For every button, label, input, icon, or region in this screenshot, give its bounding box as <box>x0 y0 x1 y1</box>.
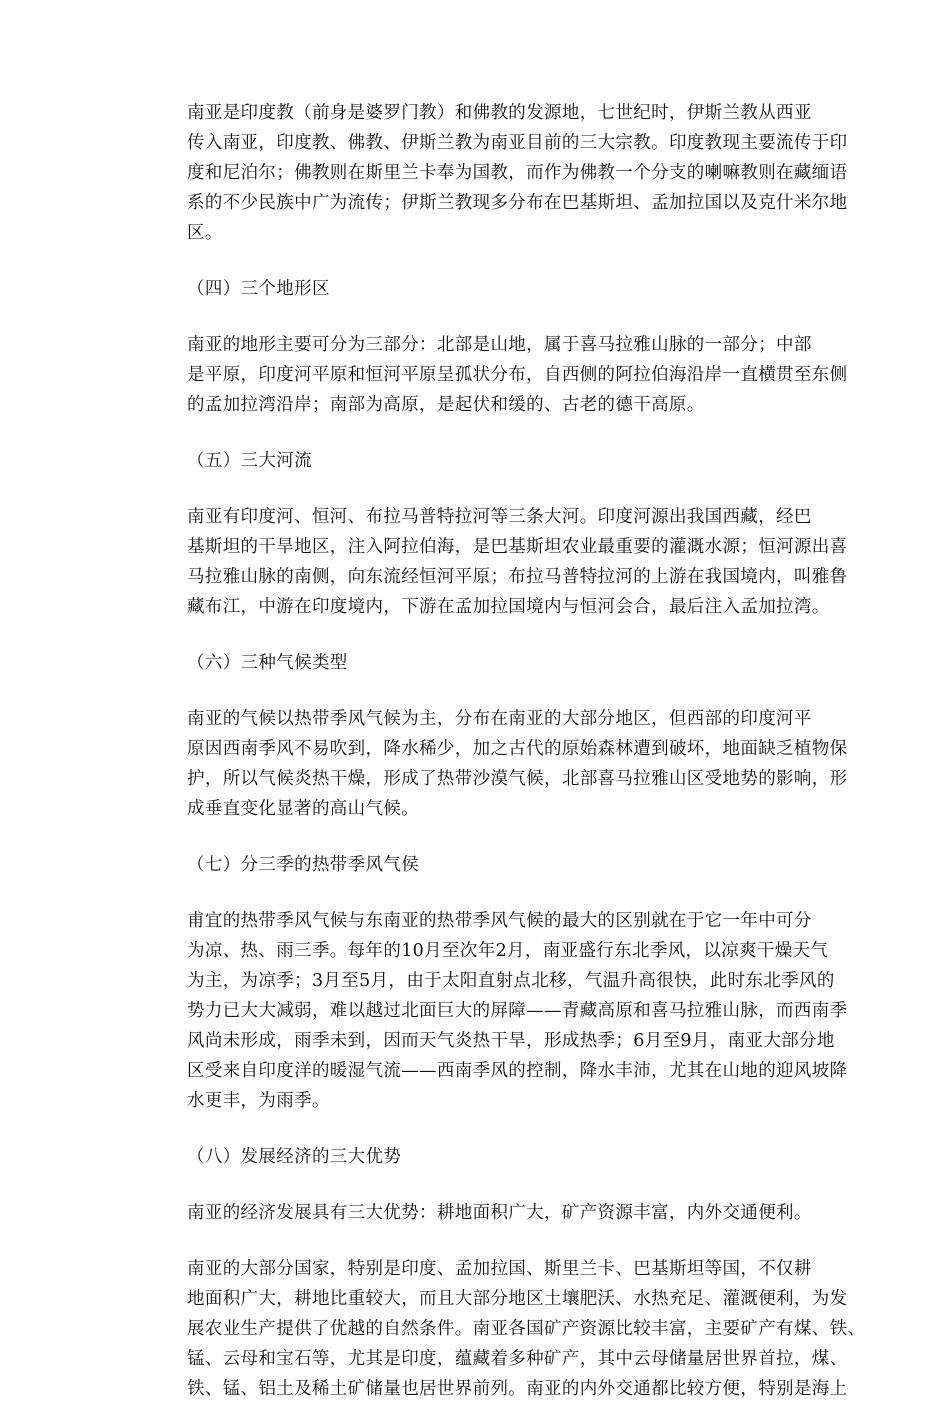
paragraph-line: 马拉雅山脉的南侧，向东流经恒河平原；布拉马普特拉河的上游在我国境内，叫雅鲁 <box>187 567 848 587</box>
paragraph-line: 南亚是印度教（前身是婆罗门教）和佛教的发源地，七世纪时，伊斯兰教从西亚 <box>187 103 812 123</box>
paragraph-line: 区受来自印度洋的暖湿气流——西南季风的控制，降水丰沛，尤其在山地的迎风坡降 <box>187 1061 848 1081</box>
paragraph-line: 传入南亚，印度教、佛教、伊斯兰教为南亚目前的三大宗教。印度教现主要流传于印 <box>187 133 848 153</box>
paragraph-line: 护，所以气候炎热干燥，形成了热带沙漠气候，北部喜马拉雅山区受地势的影响，形 <box>187 769 848 789</box>
body-paragraph <box>150 98 860 248</box>
paragraph-spacing <box>150 622 860 648</box>
paragraph-spacing <box>150 476 860 502</box>
paragraph-line: 是平原，印度河平原和恒河平原呈孤状分布，自西侧的阿拉伯海沿岸一直横贯至东侧 <box>187 365 848 385</box>
body-paragraph <box>150 704 860 824</box>
section-heading: （五）三大河流 <box>187 451 312 471</box>
paragraph-spacing <box>150 1228 860 1254</box>
body-paragraph <box>150 1254 866 1404</box>
body-paragraph <box>150 330 860 420</box>
paragraph-line: 势力已大大减弱，难以越过北面巨大的屏障——青藏高原和喜马拉雅山脉，而西南季 <box>187 1001 848 1021</box>
paragraph-line: 藏布江，中游在印度境内，下游在孟加拉国境内与恒河会合，最后注入孟加拉湾。 <box>187 597 830 617</box>
paragraph-line: 展农业生产提供了优越的自然条件。南亚各国矿产资源比较丰富，主要矿产有煤、铁、 <box>187 1319 866 1339</box>
paragraph-line: 南亚的地形主要可分为三部分：北部是山地，属于喜马拉雅山脉的一部分；中部 <box>187 335 812 355</box>
paragraph-spacing <box>150 420 860 446</box>
section-heading: （六）三种气候类型 <box>187 653 348 673</box>
paragraph-spacing <box>150 248 860 274</box>
paragraph-line: 系的不少民族中广为流传；伊斯兰教现多分布在巴基斯坦、孟加拉国以及克什米尔地 <box>187 193 848 213</box>
paragraph-spacing <box>150 304 860 330</box>
paragraph-spacing <box>150 1172 860 1198</box>
paragraph-line: 铁、锰、铝土及稀土矿储量也居世界前列。南亚的内外交通都比较方便，特别是海上 <box>187 1379 848 1399</box>
paragraph-line: 甫宜的热带季风气候与东南亚的热带季风气候的最大的区别就在于它一年中可分 <box>187 911 812 931</box>
paragraph-line: 为主，为凉季；3月至5月，由于太阳直射点北移，气温升高很快，此时东北季风的 <box>187 971 835 991</box>
paragraph-line: 的孟加拉湾沿岸；南部为高原，是起伏和缓的、古老的德干高原。 <box>187 395 705 415</box>
paragraph-line: 基斯坦的干旱地区，注入阿拉伯海，是巴基斯坦农业最重要的灌溉水源；恒河源出喜 <box>187 537 848 557</box>
paragraph-line: 南亚有印度河、恒河、布拉马普特拉河等三条大河。印度河源出我国西藏，经巴 <box>187 507 812 527</box>
paragraph-line: 区。 <box>187 223 223 243</box>
body-paragraph <box>150 906 860 1116</box>
paragraph-line: 水更丰，为雨季。 <box>187 1091 330 1111</box>
paragraph-line: 度和尼泊尔；佛教则在斯里兰卡奉为国教，而作为佛教一个分支的喇嘛教则在藏缅语 <box>187 163 848 183</box>
paragraph-spacing <box>150 880 860 906</box>
section-heading: （八）发展经济的三大优势 <box>187 1147 402 1167</box>
paragraph-spacing <box>150 824 860 850</box>
paragraph-line: 南亚的经济发展具有三大优势：耕地面积广大，矿产资源丰富，内外交通便利。 <box>187 1203 812 1223</box>
section-heading: （七）分三季的热带季风气侯 <box>187 855 420 875</box>
paragraph-line: 锰、云母和宝石等，尤其是印度，蕴藏着多种矿产，其中云母储量居世界首拉，煤、 <box>187 1349 848 1369</box>
paragraph-line: 原因西南季风不易吹到，降水稀少，加之古代的原始森林遭到破坏，地面缺乏植物保 <box>187 739 848 759</box>
paragraph-spacing <box>150 1116 860 1142</box>
paragraph-line: 成垂直变化显著的高山气候。 <box>187 799 420 819</box>
paragraph-line: 地面积广大，耕地比重较大，而且大部分地区土壤肥沃、水热充足、灌溉便利，为发 <box>187 1289 848 1309</box>
body-paragraph <box>150 1198 860 1228</box>
paragraph-line: 南亚的气候以热带季风气候为主，分布在南亚的大部分地区，但西部的印度河平 <box>187 709 812 729</box>
document-page <box>150 98 866 1404</box>
body-paragraph <box>150 502 860 622</box>
paragraph-spacing <box>150 678 860 704</box>
paragraph-line: 风尚未形成，雨季未到，因而天气炎热干旱，形成热季；6月至9月，南亚大部分地 <box>187 1031 835 1051</box>
paragraph-line: 为凉、热、雨三季。每年的10月至次年2月，南亚盛行东北季风，以凉爽干燥天气 <box>187 941 829 961</box>
section-heading: （四）三个地形区 <box>187 279 330 299</box>
paragraph-line: 南亚的大部分国家，特别是印度、孟加拉国、斯里兰卡、巴基斯坦等国，不仅耕 <box>187 1259 812 1279</box>
